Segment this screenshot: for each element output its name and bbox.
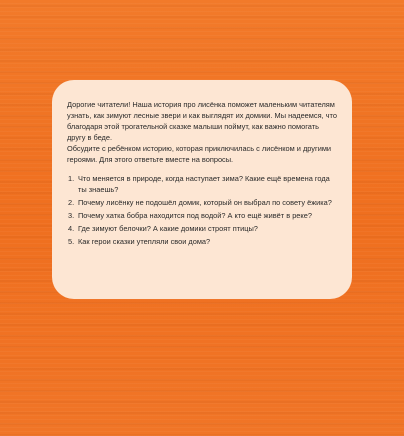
question-number: 1. xyxy=(68,174,75,184)
question-text: Почему хатка бобра находится под водой? А кто ещё живёт в реке? xyxy=(78,211,312,221)
question-text: Что меняется в природе, когда наступает зима? Какие ещё времена года ты знаешь? xyxy=(78,174,330,195)
question-item xyxy=(67,211,338,222)
question-item xyxy=(67,237,338,248)
question-text: Как герои сказки утепляли свои дома? xyxy=(78,236,211,246)
question-number: 2. xyxy=(68,198,75,208)
info-card xyxy=(52,80,352,299)
intro-paragraph-1: Дорогие читатели! Наша история про лисёнка поможет маленьким читателям узнать, как зимуют лесные звери и как выглядят их домики. Мы надеемся, что благодаря этой трогательной сказке малыши поймут, как важно помогать другу в беде. xyxy=(67,100,337,142)
question-number: 5. xyxy=(68,236,75,246)
question-item xyxy=(67,174,338,196)
question-text: Почему лисёнку не подошёл домик, который он выбрал по совету ёжика? xyxy=(78,198,332,208)
question-number: 4. xyxy=(68,224,75,234)
question-item xyxy=(67,224,338,235)
question-text: Где зимуют белочки? А какие домики строят птицы? xyxy=(78,224,258,234)
intro-paragraph-2: Обсудите с ребёнком историю, которая приключилась с лисёнком и другими героями. Для этого ответьте вместе на вопросы. xyxy=(67,143,332,164)
question-number: 3. xyxy=(68,211,75,221)
intro-text xyxy=(67,100,338,165)
questions-list xyxy=(67,174,338,247)
question-item xyxy=(67,198,338,209)
